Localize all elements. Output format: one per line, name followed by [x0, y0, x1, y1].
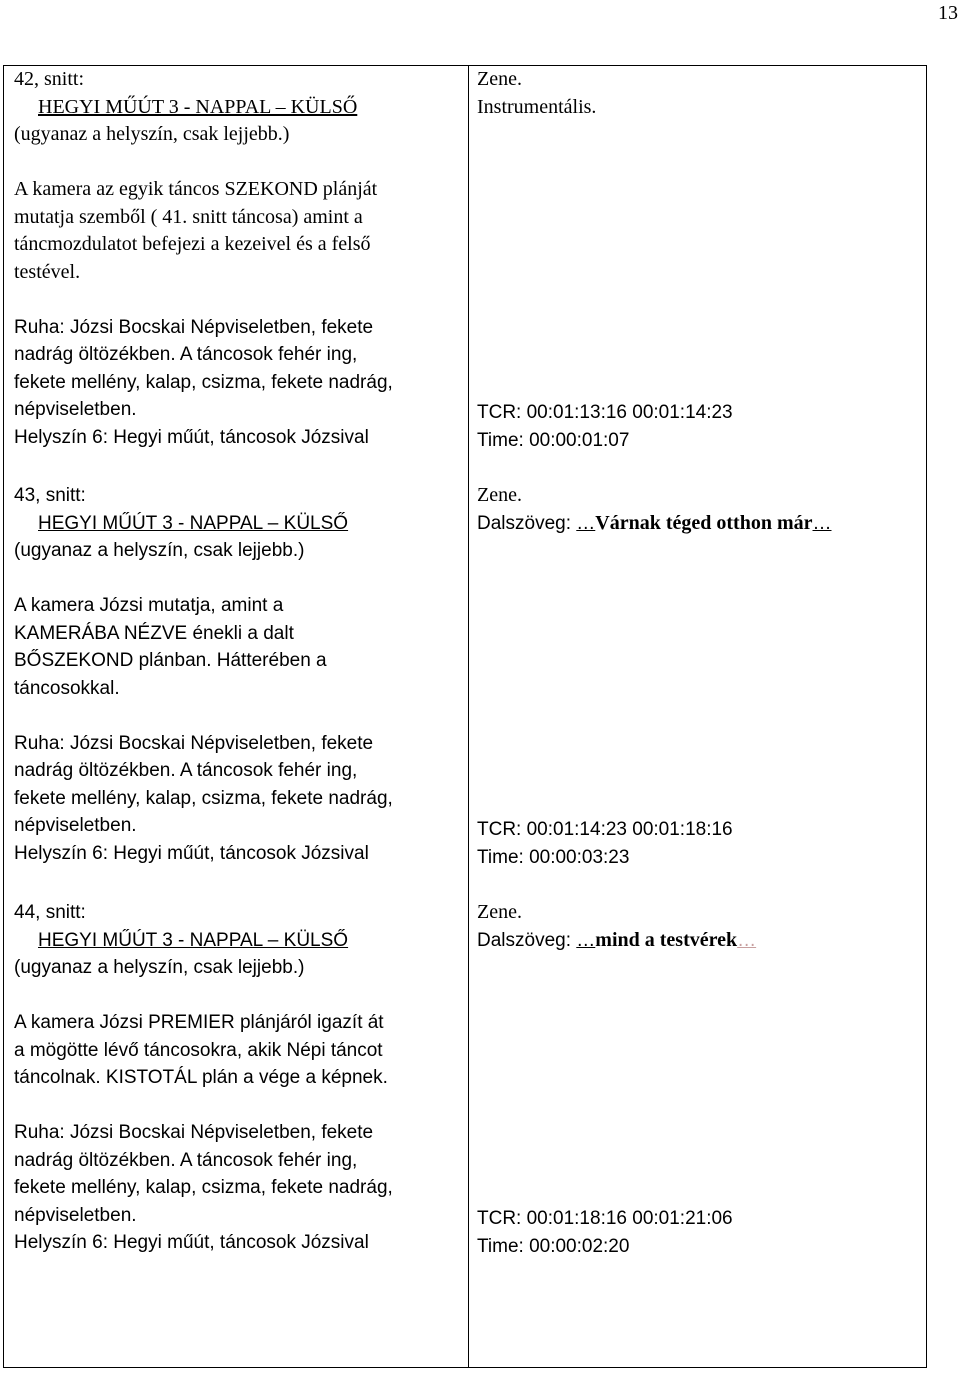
description-line: A kamera Józsi mutatja, amint a	[14, 595, 284, 616]
shot-number: 43, snitt:	[14, 485, 86, 506]
location-note: (ugyanaz a helyszín, csak lejjebb.)	[14, 957, 305, 978]
ellipsis: …	[576, 512, 596, 534]
lyric-line	[477, 927, 917, 955]
time-line: Time: 00:00:03:23	[477, 846, 630, 868]
costume-line: nadrág öltözékben. A táncosok fehér ing,	[14, 344, 358, 365]
scene-heading: HEGYI MŰÚT 3 - NAPPAL – KÜLSŐ	[38, 512, 349, 534]
description-line: táncosokkal.	[14, 677, 120, 699]
audio-label: Zene.	[477, 68, 522, 90]
shot-number: 44, snitt:	[14, 902, 86, 923]
script-table	[3, 65, 927, 1368]
description-line: KAMERÁBA NÉZVE énekli a dalt	[14, 622, 294, 644]
scene-44-left	[14, 899, 464, 1257]
column-divider	[468, 66, 469, 1367]
tcr-line: TCR: 00:01:18:16 00:01:21:06	[477, 1208, 733, 1229]
scene-44-right	[477, 899, 917, 954]
ellipsis: …	[576, 929, 596, 951]
scene-42-timecode	[477, 399, 917, 454]
audio-detail: Instrumentális.	[477, 95, 597, 118]
costume-line: Ruha: Józsi Bocskai Népviseletben, fekete	[14, 732, 374, 754]
audio-label: Zene.	[477, 901, 522, 923]
scene-43-left	[14, 482, 464, 867]
scene-42-right	[477, 66, 917, 121]
ellipsis: …	[812, 512, 832, 534]
costume-line: nadrág öltözékben. A táncosok fehér ing,	[14, 1149, 358, 1171]
ellipsis: …	[737, 929, 757, 951]
description-line: testével.	[14, 260, 81, 283]
costume-line: Ruha: Józsi Bocskai Népviseletben, fekete	[14, 1122, 374, 1143]
costume-line: Ruha: Józsi Bocskai Népviseletben, fekete	[14, 316, 374, 338]
lyric-text: mind a testvérek	[595, 928, 738, 951]
description-line: táncmozdulatot befejezi a kezeivel és a felső	[14, 233, 371, 255]
tcr-line: TCR: 00:01:13:16 00:01:14:23	[477, 402, 733, 423]
costume-line: népviseletben.	[14, 1204, 137, 1226]
tcr-line: TCR: 00:01:14:23 00:01:18:16	[477, 819, 733, 840]
costume-line: népviseletben.	[14, 815, 137, 836]
costume-line: fekete mellény, kalap, csizma, fekete nadrág,	[14, 787, 393, 809]
description-line: táncolnak. KISTOTÁL plán a vége a képnek.	[14, 1067, 388, 1088]
description-line: A kamera Józsi PREMIER plánjáról igazít át	[14, 1012, 384, 1033]
description-line: mutatja szemből ( 41. snitt táncosa) amint a	[14, 205, 363, 228]
costume-line: nadrág öltözékben. A táncosok fehér ing,	[14, 760, 358, 781]
scene-43-right	[477, 482, 917, 537]
description-line: A kamera az egyik táncos SZEKOND plánját	[14, 178, 378, 200]
scene-42-left	[14, 66, 464, 451]
page-number: 13	[938, 2, 958, 24]
lyric-text: Várnak téged otthon már	[595, 511, 813, 534]
lyric-label: Dalszöveg:	[477, 929, 577, 951]
costume-line: népviseletben.	[14, 399, 137, 420]
scene-43-timecode	[477, 816, 917, 871]
scene-44-timecode	[477, 1205, 917, 1260]
costume-line: fekete mellény, kalap, csizma, fekete nadrág,	[14, 1177, 393, 1198]
time-line: Time: 00:00:01:07	[477, 429, 630, 451]
scene-heading: HEGYI MŰÚT 3 - NAPPAL – KÜLSŐ	[38, 929, 349, 951]
description-line: a mögötte lévő táncosokra, akik Népi táncot	[14, 1039, 383, 1061]
location-line: Helyszín 6: Hegyi műút, táncosok Józsival	[14, 842, 369, 864]
lyric-label: Dalszöveg:	[477, 512, 577, 534]
lyric-line	[477, 510, 917, 538]
audio-label: Zene.	[477, 484, 522, 506]
description-line: BŐSZEKOND plánban. Hátterében a	[14, 650, 327, 671]
location-line: Helyszín 6: Hegyi műút, táncosok Józsival	[14, 1232, 369, 1253]
location-note: (ugyanaz a helyszín, csak lejjebb.)	[14, 540, 305, 561]
location-note: (ugyanaz a helyszín, csak lejjebb.)	[14, 123, 290, 145]
shot-number: 42, snitt:	[14, 68, 85, 90]
location-line: Helyszín 6: Hegyi műút, táncosok Józsival	[14, 426, 369, 448]
costume-line: fekete mellény, kalap, csizma, fekete nadrág,	[14, 371, 393, 393]
time-line: Time: 00:00:02:20	[477, 1235, 630, 1257]
scene-heading: HEGYI MŰÚT 3 - NAPPAL – KÜLSŐ	[38, 95, 358, 118]
